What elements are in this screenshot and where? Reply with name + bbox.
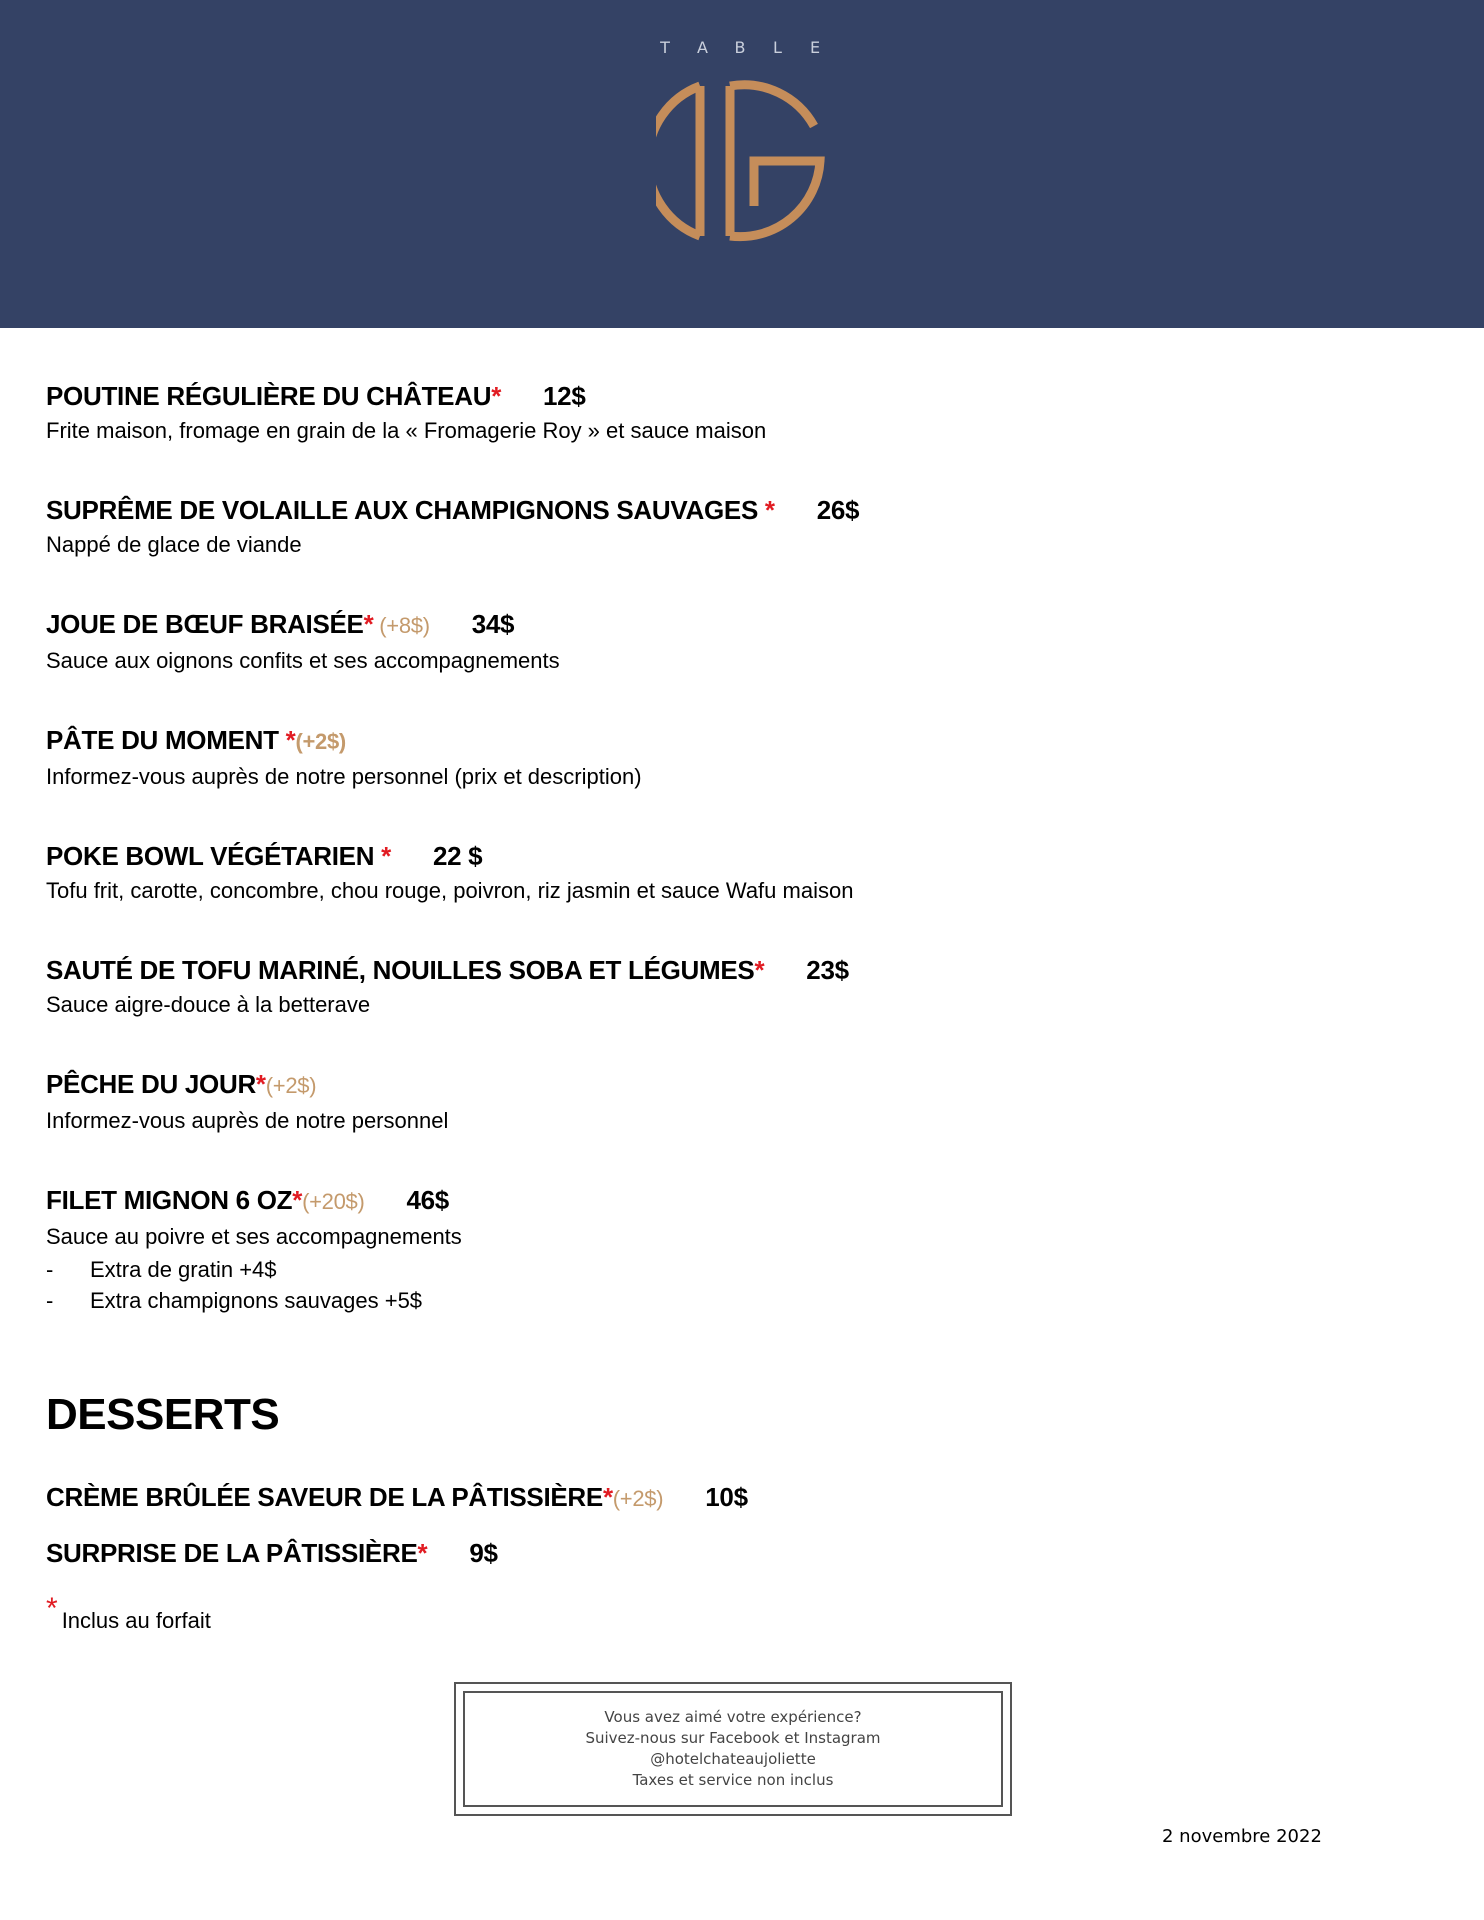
brand-letter: A bbox=[697, 38, 708, 57]
footnote-text: Inclus au forfait bbox=[61, 1608, 211, 1633]
item-name: JOUE DE BŒUF BRAISÉE bbox=[46, 609, 364, 639]
menu-item bbox=[46, 722, 1346, 794]
menu-item-title bbox=[46, 838, 1346, 874]
dessert-item bbox=[46, 1538, 498, 1569]
dessert-item bbox=[46, 1482, 748, 1513]
brand-letter: E bbox=[809, 38, 821, 57]
included-star: * bbox=[285, 725, 296, 755]
menu-item bbox=[46, 1182, 1346, 1316]
menu-item bbox=[46, 838, 1346, 908]
menu-item-title bbox=[46, 952, 1346, 988]
included-star: * bbox=[292, 1185, 303, 1215]
menu-item-title bbox=[46, 1182, 1346, 1220]
included-star: * bbox=[764, 495, 775, 525]
menu-item bbox=[46, 378, 1346, 448]
item-price: 46$ bbox=[406, 1185, 449, 1215]
included-star: * bbox=[363, 609, 374, 639]
included-star: * bbox=[417, 1538, 428, 1568]
item-name: SURPRISE DE LA PÂTISSIÈRE bbox=[46, 1538, 418, 1568]
header-banner bbox=[0, 0, 1484, 328]
menu-item bbox=[46, 492, 1346, 562]
item-description: Sauce aux oignons confits et ses accompagnements bbox=[46, 648, 560, 673]
item-name: PÂTE DU MOMENT bbox=[46, 725, 286, 755]
item-name: PÊCHE DU JOUR bbox=[46, 1069, 256, 1099]
item-name: POKE BOWL VÉGÉTARIEN bbox=[46, 841, 382, 871]
item-price: 22 $ bbox=[432, 841, 483, 871]
item-supplement: (+8$) bbox=[373, 613, 430, 638]
item-name: FILET MIGNON 6 OZ bbox=[46, 1185, 293, 1215]
item-price: 26$ bbox=[816, 495, 860, 525]
brand-word bbox=[655, 38, 825, 57]
menu-item bbox=[46, 952, 1346, 1022]
table-jg-monogram-icon bbox=[656, 76, 828, 246]
included-star: * bbox=[381, 841, 391, 871]
menu-date: 2 novembre 2022 bbox=[1162, 1826, 1322, 1847]
item-price: 9$ bbox=[469, 1538, 498, 1568]
item-description: Informez-vous auprès de notre personnel bbox=[46, 1108, 449, 1133]
menu-item-title bbox=[46, 492, 1346, 528]
extra-label: Extra de gratin +4$ bbox=[90, 1257, 277, 1282]
item-name: POUTINE RÉGULIÈRE DU CHÂTEAU bbox=[46, 381, 492, 411]
item-description: Sauce au poivre et ses accompagnements bbox=[46, 1224, 462, 1249]
brand-letter: L bbox=[773, 38, 782, 57]
notice-line: Taxes et service non inclus bbox=[632, 1771, 834, 1789]
item-price: 34$ bbox=[471, 609, 515, 639]
item-supplement: (+2$) bbox=[295, 729, 346, 754]
menu-item-title bbox=[46, 1066, 1346, 1104]
item-name: CRÈME BRÛLÉE SAVEUR DE LA PÂTISSIÈRE bbox=[46, 1482, 603, 1512]
included-star: * bbox=[491, 381, 502, 411]
item-price: 10$ bbox=[705, 1482, 748, 1512]
item-supplement: (+2$) bbox=[265, 1073, 317, 1098]
item-supplement: (+20$) bbox=[302, 1189, 365, 1214]
item-supplement: (+2$) bbox=[612, 1486, 664, 1511]
menu-item-title bbox=[46, 606, 1346, 644]
menu-item-title bbox=[46, 722, 1346, 760]
dash-marker: - bbox=[46, 1288, 54, 1313]
menu-list bbox=[46, 378, 1346, 1360]
included-star: * bbox=[46, 1592, 58, 1625]
menu-item bbox=[46, 1066, 1346, 1138]
included-star: * bbox=[255, 1069, 266, 1099]
item-name: SUPRÊME DE VOLAILLE AUX CHAMPIGNONS SAUVAGES bbox=[46, 495, 765, 525]
dash-marker: - bbox=[46, 1257, 54, 1282]
item-description: Sauce aigre-douce à la betterave bbox=[46, 992, 371, 1017]
item-price: 12$ bbox=[543, 381, 586, 411]
desserts-heading: DESSERTS bbox=[46, 1390, 280, 1439]
footnote bbox=[46, 1592, 211, 1636]
notice-box bbox=[454, 1682, 1012, 1816]
extra-item bbox=[46, 1254, 1346, 1285]
extras-list bbox=[46, 1254, 1346, 1316]
menu-item-title bbox=[46, 378, 1346, 414]
extra-label: Extra champignons sauvages +5$ bbox=[90, 1288, 423, 1313]
item-description: Nappé de glace de viande bbox=[46, 532, 302, 557]
notice-inner bbox=[463, 1691, 1003, 1807]
notice-line: Vous avez aimé votre expérience? bbox=[604, 1708, 862, 1726]
notice-line: @hotelchateaujoliette bbox=[650, 1750, 816, 1768]
notice-line: Suivez-nous sur Facebook et Instagram bbox=[585, 1729, 881, 1747]
item-description: Informez-vous auprès de notre personnel (prix et description) bbox=[46, 764, 642, 789]
item-description: Tofu frit, carotte, concombre, chou rouge, poivron, riz jasmin et sauce Wafu maison bbox=[46, 878, 854, 903]
brand-letter: B bbox=[734, 38, 746, 57]
brand-letter: T bbox=[660, 38, 670, 57]
extra-item bbox=[46, 1285, 1346, 1316]
item-price: 23$ bbox=[806, 955, 849, 985]
item-description: Frite maison, fromage en grain de la « Fromagerie Roy » et sauce maison bbox=[46, 418, 767, 443]
included-star: * bbox=[754, 955, 765, 985]
menu-item bbox=[46, 606, 1346, 678]
item-name: SAUTÉ DE TOFU MARINÉ, NOUILLES SOBA ET LÉGUMES bbox=[46, 955, 755, 985]
included-star: * bbox=[602, 1482, 613, 1512]
